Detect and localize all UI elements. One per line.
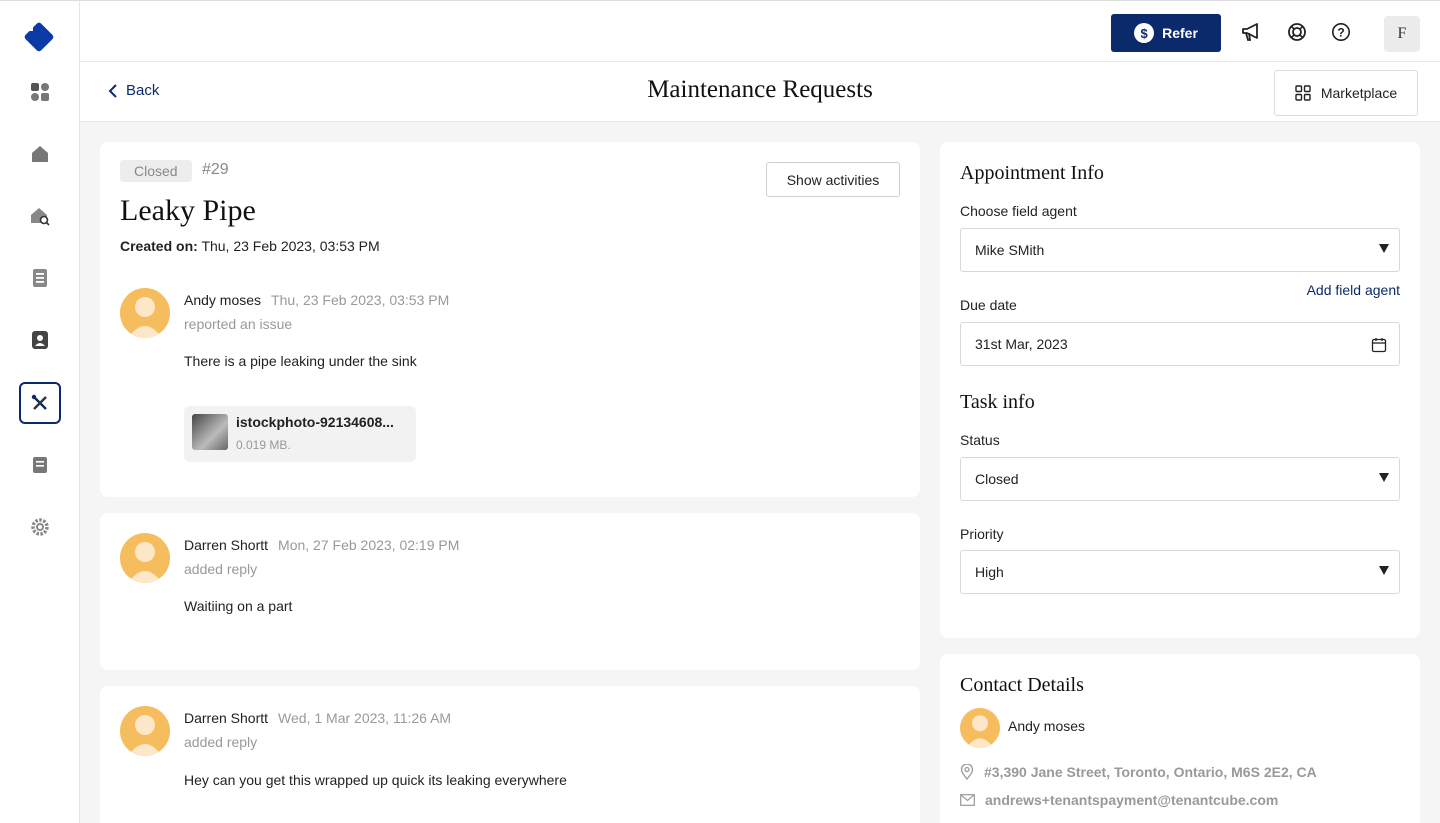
sidebar-item-properties[interactable] [19, 133, 61, 175]
refer-button[interactable] [1111, 14, 1221, 52]
comment-body: Waitiing on a part [184, 598, 293, 614]
grid-icon [1295, 85, 1311, 101]
announcements-button[interactable] [1240, 21, 1262, 43]
status-label: Status [960, 432, 1000, 448]
settings-gear-icon [30, 517, 50, 537]
lifebuoy-icon [1287, 22, 1307, 42]
page-header [80, 62, 1440, 122]
page-title: Maintenance Requests [647, 76, 873, 103]
document-list-icon [30, 268, 50, 288]
address-value: #3,390 Jane Street, Toronto, Ontario, M6S 2E2, CA [984, 764, 1317, 780]
add-field-agent-link[interactable]: Add field agent [1306, 282, 1400, 298]
created-label: Created on: [120, 238, 198, 254]
marketplace-button[interactable] [1274, 70, 1418, 116]
field-agent-select[interactable] [960, 228, 1400, 272]
comment-action: reported an issue [184, 316, 293, 332]
dollar-icon: $ [1134, 23, 1154, 43]
caret-down-icon [1379, 566, 1389, 575]
comment-body: Hey can you get this wrapped up quick its leaking everywhere [184, 772, 567, 788]
sidebar-item-dashboard[interactable] [19, 71, 61, 113]
attachment-name: istockphoto-92134608... [236, 414, 394, 430]
avatar [120, 288, 170, 338]
comment-author: Darren Shortt [184, 537, 269, 553]
caret-down-icon [1379, 244, 1389, 253]
comment-header [184, 710, 451, 726]
contact-title: Contact Details [960, 674, 1084, 696]
dashboard-icon [30, 82, 50, 102]
comment-author: Andy moses [184, 292, 262, 308]
marketplace-label: Marketplace [1320, 85, 1398, 101]
issue-card [100, 142, 920, 497]
contact-card [940, 654, 1420, 823]
comment-item [120, 533, 900, 643]
tools-icon [30, 393, 50, 413]
created-on [120, 238, 380, 254]
comment-author: Darren Shortt [184, 710, 269, 726]
due-date-label: Due date [960, 297, 1017, 313]
mail-icon [960, 794, 975, 806]
logo-icon[interactable] [23, 21, 55, 53]
appointment-card [940, 142, 1420, 638]
issue-number: #29 [202, 161, 229, 178]
status-badge: Closed [120, 160, 192, 182]
svg-text:?: ? [1337, 25, 1345, 40]
reply-card [100, 686, 920, 823]
contact-card-icon [30, 330, 50, 350]
attachment-size: 0.019 MB. [236, 438, 291, 452]
calendar-icon[interactable] [1371, 337, 1387, 353]
top-bar [80, 0, 1440, 62]
refer-label: Refer [1162, 25, 1198, 41]
megaphone-icon [1240, 21, 1262, 43]
avatar [960, 708, 1000, 748]
user-avatar[interactable]: F [1384, 16, 1420, 52]
field-agent-value: Mike SMith [975, 242, 1045, 258]
avatar [120, 706, 170, 756]
agent-label: Choose field agent [960, 203, 1077, 219]
comment-date: Mon, 27 Feb 2023, 02:19 PM [278, 537, 460, 553]
sidebar-item-leases[interactable] [19, 257, 61, 299]
attachment-thumbnail [192, 414, 228, 450]
status-value: Closed [975, 471, 1019, 487]
comment-action: added reply [184, 561, 258, 577]
status-select[interactable] [960, 457, 1400, 501]
comment-body: There is a pipe leaking under the sink [184, 353, 417, 369]
comment-date: Thu, 23 Feb 2023, 03:53 PM [271, 292, 450, 308]
due-date-value: 31st Mar, 2023 [975, 336, 1068, 352]
home-icon [30, 144, 50, 164]
priority-select[interactable] [960, 550, 1400, 594]
task-info-title: Task info [960, 391, 1035, 413]
back-chevron-icon [108, 84, 118, 98]
notes-icon [30, 455, 50, 475]
home-search-icon [30, 206, 50, 226]
reply-card [100, 513, 920, 670]
sidebar-item-notes[interactable] [19, 444, 61, 486]
comment-header [184, 537, 459, 553]
created-value: Thu, 23 Feb 2023, 03:53 PM [201, 238, 380, 254]
contact-name: Andy moses [1008, 718, 1086, 734]
email-value[interactable]: andrews+tenantspayment@tenantcube.com [985, 792, 1279, 808]
sidebar-item-tenants[interactable] [19, 319, 61, 361]
priority-label: Priority [960, 526, 1004, 542]
location-pin-icon [960, 764, 974, 780]
comment-header [184, 292, 449, 308]
back-button[interactable] [108, 82, 159, 99]
help-icon [1331, 22, 1351, 42]
issue-title: Leaky Pipe [120, 194, 256, 227]
due-date-input[interactable] [960, 322, 1400, 366]
sidebar-item-settings[interactable] [19, 506, 61, 548]
contact-address [960, 764, 1317, 780]
avatar [120, 533, 170, 583]
contact-email [960, 792, 1278, 808]
show-activities-button[interactable]: Show activities [766, 162, 900, 197]
sidebar [0, 0, 80, 823]
support-button[interactable] [1286, 21, 1308, 43]
help-button[interactable] [1330, 21, 1352, 43]
appointment-title: Appointment Info [960, 162, 1104, 184]
comment-date: Wed, 1 Mar 2023, 11:26 AM [278, 710, 452, 726]
attachment[interactable] [184, 406, 416, 462]
comment-action: added reply [184, 734, 258, 750]
sidebar-item-maintenance[interactable] [19, 382, 61, 424]
caret-down-icon [1379, 473, 1389, 482]
sidebar-item-listings[interactable] [19, 195, 61, 237]
priority-value: High [975, 564, 1004, 580]
comment-item [120, 706, 900, 816]
back-label: Back [126, 82, 160, 99]
